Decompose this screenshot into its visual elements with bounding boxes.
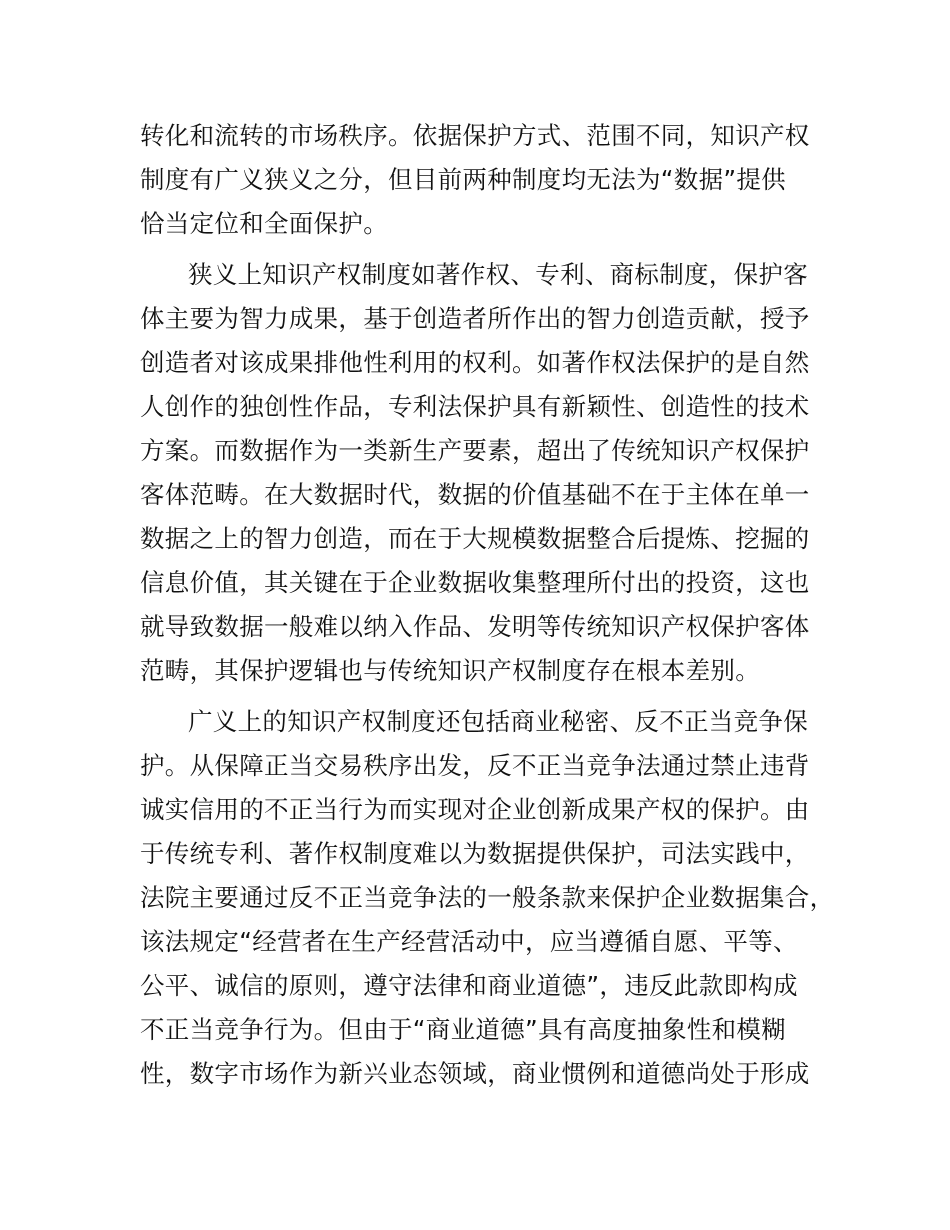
text-line: 人创作的独创性作品，专利法保护具有新颖性、创造性的技术	[140, 392, 810, 421]
text-line: 制度有广义狭义之分，但目前两种制度均无法为“数据”提供	[140, 165, 786, 194]
text-line: 就导致数据一般难以纳入作品、发明等传统知识产权保护客体	[140, 612, 810, 641]
text-line: 信息价值，其关键在于企业数据收集整理所付出的投资，这也	[140, 568, 810, 597]
text-line: 数据之上的智力创造，而在于大规模数据整合后提炼、挖掘的	[140, 524, 810, 553]
text-line: 创造者对该成果排他性利用的权利。如著作权法保护的是自然	[140, 348, 810, 377]
text-line: 客体范畴。在大数据时代，数据的价值基础不在于主体在单一	[140, 480, 810, 509]
text-line: 诚实信用的不正当行为而实现对企业创新成果产权的保护。由	[140, 795, 810, 824]
text-line: 该法规定“经营者在生产经营活动中，应当遵循自愿、平等、	[140, 927, 798, 956]
text-line: 狭义上知识产权制度如著作权、专利、商标制度，保护客	[188, 260, 808, 289]
text-line: 转化和流转的市场秩序。依据保护方式、范围不同，知识产权	[140, 121, 810, 150]
text-line: 于传统专利、著作权制度难以为数据提供保护，司法实践中，	[140, 839, 810, 868]
text-line: 范畴，其保护逻辑也与传统知识产权制度存在根本差别。	[140, 656, 760, 685]
text-line: 恰当定位和全面保护。	[140, 209, 388, 238]
text-line: 公平、诚信的原则，遵守法律和商业道德”，违反此款即构成	[140, 971, 798, 1000]
text-line: 法院主要通过反不正当竞争法的一般条款来保护企业数据集合，	[140, 883, 835, 912]
text-line: 护。从保障正当交易秩序出发，反不正当竞争法通过禁止违背	[140, 751, 810, 780]
text-line: 广义上的知识产权制度还包括商业秘密、反不正当竞争保	[188, 707, 808, 736]
text-line: 方案。而数据作为一类新生产要素，超出了传统知识产权保护	[140, 436, 810, 465]
text-line: 不正当竞争行为。但由于“商业道德”具有高度抽象性和模糊	[140, 1015, 786, 1044]
text-line: 性，数字市场作为新兴业态领域，商业惯例和道德尚处于形成	[140, 1059, 810, 1088]
text-line: 体主要为智力成果，基于创造者所作出的智力创造贡献，授予	[140, 304, 810, 333]
